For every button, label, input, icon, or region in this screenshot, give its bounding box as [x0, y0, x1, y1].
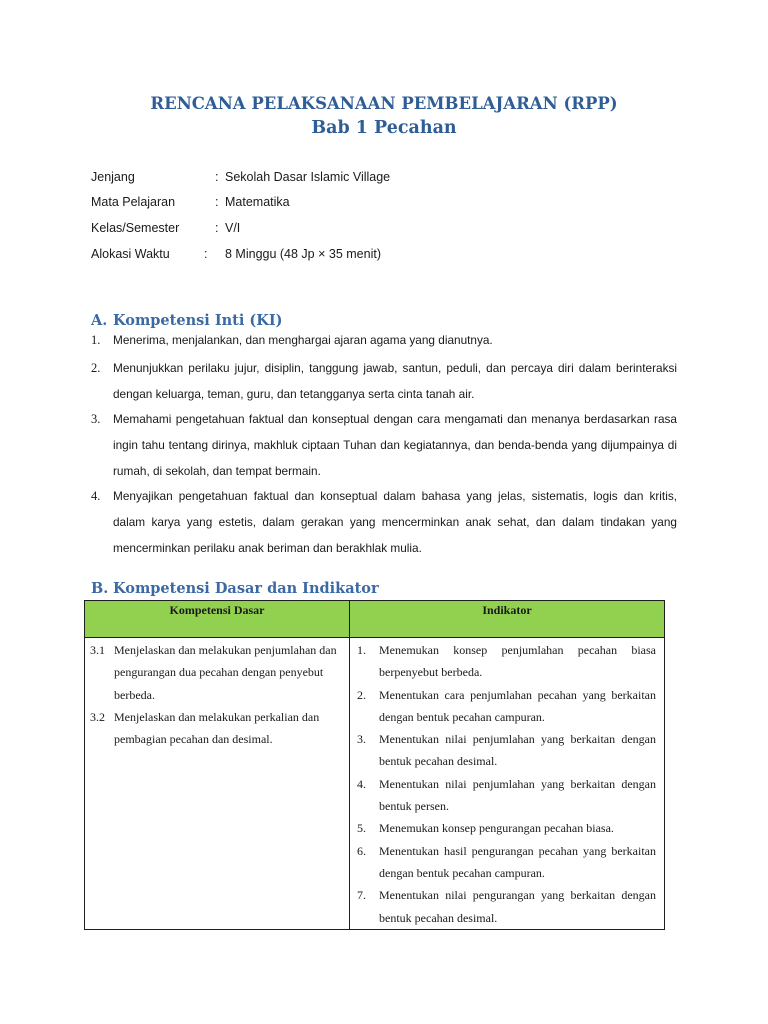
- ki-number: 2.: [91, 361, 101, 375]
- indicator-text: Menentukan cara penjumlahan pecahan yang berkaitan dengan bentuk pecahan campuran.: [379, 687, 656, 724]
- kd-text: Menjelaskan dan melakukan perkalian dan pembagian pecahan dan desimal.: [114, 709, 320, 747]
- kd-text: Menjelaskan dan melakukan penjumlahan dan pengurangan dua pecahan dengan penyebut berbeda.: [114, 643, 337, 702]
- info-value: Matematika: [225, 195, 290, 209]
- indicator-item: [350, 817, 664, 839]
- section-letter: B.: [91, 580, 109, 597]
- section-title: Kompetensi Inti (KI): [113, 312, 283, 329]
- table-header-row: [85, 601, 665, 638]
- section-letter: A.: [91, 312, 108, 329]
- indicator-number: 3.: [357, 732, 366, 747]
- indicator-text: Menentukan nilai pengurangan yang berkaitan dengan bentuk pecahan desimal.: [379, 888, 656, 925]
- info-value: Sekolah Dasar Islamic Village: [225, 170, 391, 184]
- table-row: [85, 638, 665, 930]
- info-label: Kelas/Semester: [91, 221, 180, 235]
- kd-number: 3.1: [90, 643, 105, 657]
- kd-item: [85, 639, 349, 706]
- info-value: V/I: [225, 221, 241, 235]
- info-label: Jenjang: [91, 170, 135, 184]
- info-separator: :: [204, 247, 208, 261]
- info-separator: :: [215, 221, 219, 235]
- indicator-text: Menentukan nilai penjumlahan yang berkaitan dengan bentuk pecahan desimal.: [379, 732, 656, 769]
- ki-text: Memahami pengetahuan faktual dan konseptual dengan cara mengamati dan menanya berdasarkan rasa ingin tahu tentang dirinya, makhluk ciptaan Tuhan dan kegiatannya, dan benda-benda yang dijumpainya di rumah, di sekolah, dan tempat bermain.: [113, 412, 677, 478]
- info-value: 8 Minggu (48 Jp × 35 menit): [225, 247, 381, 261]
- kd-indicator-table: [84, 600, 665, 930]
- section-b-heading: [91, 580, 379, 597]
- kd-item: [85, 706, 349, 751]
- document-title: RENCANA PELAKSANAAN PEMBELAJARAN (RPP): [150, 94, 618, 113]
- ki-number: 4.: [91, 489, 101, 503]
- section-title: Kompetensi Dasar dan Indikator: [113, 580, 379, 597]
- indicator-item: [350, 684, 664, 729]
- indicator-item: [350, 728, 664, 773]
- indicator-item: [350, 884, 664, 929]
- indicator-number: 1.: [357, 643, 366, 657]
- indicator-text: Menentukan hasil pengurangan pecahan yang berkaitan dengan bentuk pecahan campuran.: [379, 843, 656, 880]
- header-indikator: Indikator: [350, 601, 665, 638]
- header-kompetensi-dasar: Kompetensi Dasar: [85, 601, 350, 638]
- info-separator: :: [215, 195, 219, 209]
- indicator-item: [350, 840, 664, 885]
- info-label: Alokasi Waktu: [91, 247, 170, 261]
- indicator-item: [350, 773, 664, 818]
- indicator-text: Menentukan nilai penjumlahan yang berkaitan dengan bentuk persen.: [379, 776, 656, 814]
- ki-text: Menunjukkan perilaku jujur, disiplin, tanggung jawab, santun, peduli, dan percaya diri dalam berinteraksi dengan keluarga, teman, guru, dan tetangganya serta cinta tanah air.: [113, 361, 677, 401]
- info-separator: :: [215, 170, 219, 184]
- indicator-number: 5.: [357, 821, 366, 836]
- ki-text: Menyajikan pengetahuan faktual dan konseptual dalam bahasa yang jelas, sistematis, logis dan kritis, dalam karya yang estetis, dalam gerakan yang mencerminkan anak sehat, dan dalam tindakan yang mencerminkan perilaku anak beriman dan berakhlak mulia.: [113, 489, 677, 555]
- indicator-number: 4.: [357, 776, 366, 791]
- ki-number: 1.: [91, 333, 101, 347]
- info-label: Mata Pelajaran: [91, 195, 176, 209]
- ki-number: 3.: [91, 412, 101, 426]
- indicator-number: 2.: [357, 687, 366, 702]
- indicator-number: 6.: [357, 843, 366, 858]
- indicator-cell: [350, 638, 665, 930]
- indicator-text: Menemukan konsep penjumlahan pecahan biasa berpenyebut berbeda.: [379, 643, 656, 680]
- indicator-number: 7.: [357, 888, 366, 903]
- kd-number: 3.2: [90, 709, 105, 724]
- indicator-text: Menemukan konsep pengurangan pecahan biasa.: [379, 821, 614, 836]
- indicator-item: [350, 639, 664, 684]
- kd-cell: [85, 638, 350, 930]
- ki-text: Menerima, menjalankan, dan menghargai ajaran agama yang dianutnya.: [113, 333, 493, 347]
- document-subtitle: Bab 1 Pecahan: [311, 118, 457, 138]
